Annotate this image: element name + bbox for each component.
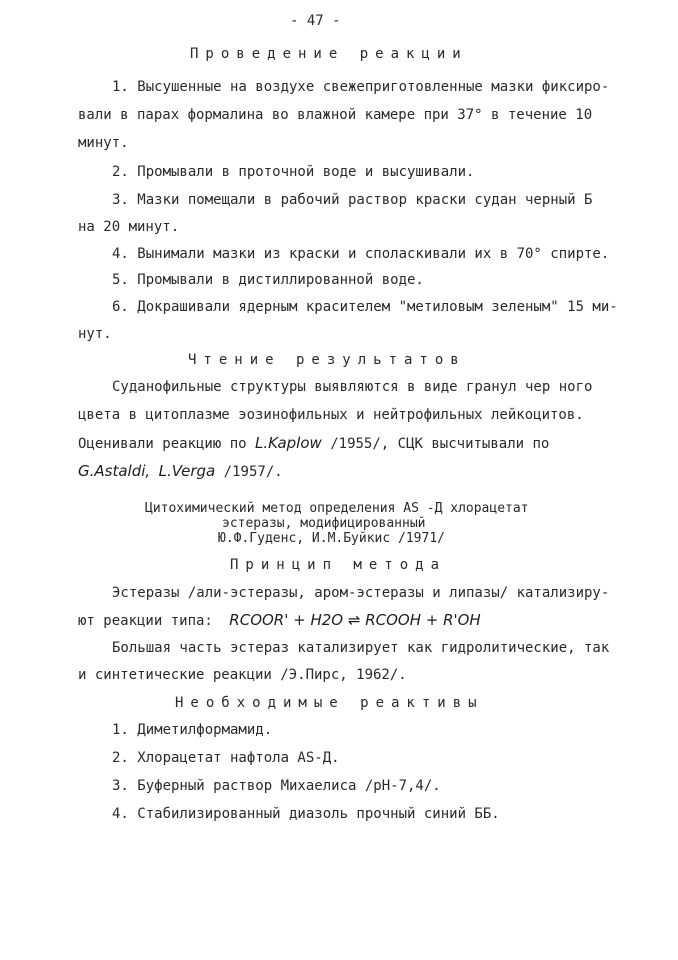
principle-line bbox=[78, 611, 481, 630]
procedure-line: вали в парах формалина во влажной камере при 37° в течение 10 bbox=[78, 107, 593, 123]
procedure-line: минут. bbox=[78, 135, 129, 151]
results-line: цвета в цитоплазме эозинофильных и нейтрофильных лейкоцитов. bbox=[78, 407, 584, 423]
handwritten-formula: RCOOR' + H2O ⇌ RCOOH + R'OH bbox=[229, 611, 481, 629]
procedure-line: 6. Докрашивали ядерным красителем "метиловым зеленым" 15 ми- bbox=[112, 299, 618, 315]
section-title-principle: Принцип метода bbox=[230, 557, 447, 573]
procedure-line: 5. Промывали в дистиллированной воде. bbox=[112, 272, 424, 288]
principle-text: ют реакции типа: bbox=[78, 613, 213, 629]
handwritten-author: L.Verga bbox=[158, 462, 216, 480]
procedure-line: 1. Высушенные на воздухе свежеприготовленные мазки фиксиро- bbox=[112, 79, 610, 95]
reagent-item: 3. Буферный раствор Михаелиса /рН-7,4/. bbox=[112, 778, 441, 794]
results-text: /1955/, СЦК высчитывали по bbox=[330, 436, 550, 452]
section-title-results: Чтение результатов bbox=[188, 352, 466, 368]
reagent-item: 4. Стабилизированный диазоль прочный синий ББ. bbox=[112, 806, 500, 822]
results-line bbox=[78, 462, 283, 481]
procedure-line: 3. Мазки помещали в рабочий раствор краски судан черный Б bbox=[112, 192, 593, 208]
procedure-line: нут. bbox=[78, 326, 112, 342]
principle-line: Эстеразы /али-эстеразы, аром-эстеразы и липазы/ катализиру- bbox=[112, 585, 610, 601]
handwritten-author: G.Astaldi, bbox=[78, 462, 151, 480]
procedure-line: 4. Вынимали мазки из краски и споласкивали их в 70° спирте. bbox=[112, 246, 610, 262]
results-text: /1957/. bbox=[223, 464, 283, 480]
section-title-procedure: Проведение реакции bbox=[190, 46, 468, 62]
results-line bbox=[78, 434, 549, 453]
principle-line: Большая часть эстераз катализирует как гидролитические, так bbox=[112, 640, 610, 656]
reagent-item: 2. Хлорацетат нафтола AS-Д. bbox=[112, 750, 340, 766]
handwritten-author: L.Kaplow bbox=[255, 434, 322, 452]
section-title-reagents: Необходимые реактивы bbox=[175, 695, 484, 711]
results-text: Оценивали реакцию по bbox=[78, 436, 247, 452]
method-authors: Ю.Ф.Гуденс, И.М.Буйкис /1971/ bbox=[218, 531, 445, 546]
method-title: Цитохимический метод определения AS -Д хлорацетат bbox=[145, 501, 529, 516]
procedure-line: 2. Промывали в проточной воде и высушивали. bbox=[112, 164, 475, 180]
reagent-item: 1. Диметилформамид. bbox=[112, 722, 273, 738]
principle-line: и синтетические реакции /Э.Пирс, 1962/. bbox=[78, 667, 407, 683]
method-title: эстеразы, модифицированный bbox=[222, 516, 426, 531]
procedure-line: на 20 минут. bbox=[78, 219, 180, 235]
results-line: Суданофильные структуры выявляются в виде гранул чер ного bbox=[112, 379, 593, 395]
page-number: - 47 - bbox=[290, 13, 341, 29]
